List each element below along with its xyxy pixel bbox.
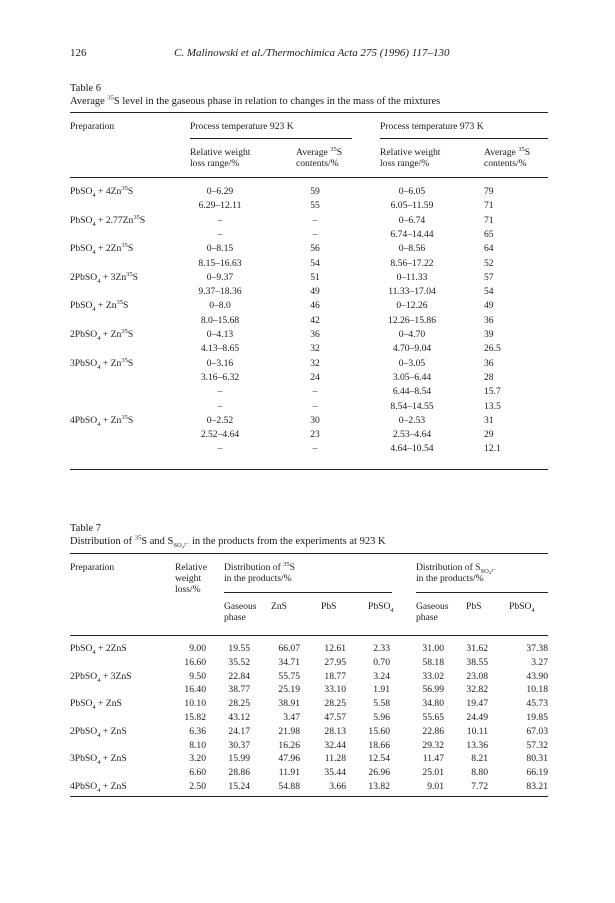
table7-pbs-35s: 35.44 [324,767,346,779]
table6-range-923: – [217,214,223,226]
table7-relative-weight-loss: 3.20 [189,753,206,765]
table7-zns-35s: 21.98 [278,725,300,737]
table7-pbs-sso4: 23.08 [466,670,488,682]
table7-pbso4-35s: 13.82 [368,781,390,792]
table7-pbso4-sso4: 19.85 [526,712,548,723]
table6-range-973: 0–11.33 [396,271,428,283]
table6-average-973: 13.5 [484,400,501,412]
table7-zns-35s: 3.47 [283,712,300,723]
table6-average-973: 64 [484,243,494,255]
table6-average-973: 49 [484,300,494,312]
table6-col-preparation: Preparation [70,121,115,132]
table6-group1-rule [190,138,352,139]
table7-caption: Distribution of $^{35}$S and $S_{SO_4^{2-}}$ in the products from the experiments at 923 K [70,534,386,550]
table6-range-973: 0–2.53 [398,414,426,426]
table7-group-sso4: Distribution of $S_{SO_4^{2-}}$ in the products/% [416,562,497,584]
table7-pbs-35s: 3.66 [329,781,346,792]
table6-average-973: 39 [484,329,494,340]
table6-range-923: 9.37–18.36 [198,286,242,298]
table7-col-gaseous-s: Gaseous phase [416,601,449,623]
table6-average-973: 57 [484,271,494,283]
table6-average-923: – [312,400,318,412]
table7-pbso4-35s: 12.54 [368,753,390,765]
table6-col-average-923: Average $^{35}$S contents/% [296,145,343,169]
table7-pbs-sso4: 10.11 [466,725,488,737]
table6-range-923: 0–2.52 [206,414,234,426]
table7-pbso4-35s: 2.33 [373,643,390,654]
table7-pbs-sso4: 38.55 [466,656,488,668]
table7-pbso4-35s: 3.24 [373,670,390,682]
table7-pbs-35s: 28.13 [324,725,346,737]
table6-range-923: 0–9.37 [206,271,234,283]
table7-gaseous-35s: 19.55 [228,643,250,654]
table7-pbso4-sso4: 57.32 [526,739,548,751]
table6-range-923: 4.13–8.65 [200,343,240,355]
table7-zns-35s: 38.91 [278,698,300,710]
table7-pbs-35s: 32.44 [324,739,346,751]
table6-col-average-973: Average $^{35}$S contents/% [484,145,531,169]
page-number: 126 [70,47,87,59]
table6-average-923: 49 [310,286,320,298]
table6-range-973: 0–8.56 [398,243,426,255]
table6-range-923: 3.16–6.32 [200,371,240,383]
table7-zns-35s: 55.75 [278,670,300,682]
table7-pbso4-35s: 18.66 [368,739,390,751]
table6-preparation: PbSO$_4$ + $4Zn^{35}S$ [70,184,134,199]
table6-average-923: – [312,228,318,240]
table7-pbs-35s: 12.61 [324,643,346,654]
table6-average-923: – [312,214,318,226]
table6-range-973: 6.74–14.44 [390,228,434,240]
table6-range-923: – [217,386,223,398]
table7-group1-rule [224,592,392,593]
table6-range-923: 0–6.29 [206,186,234,197]
table7-pbs-sso4: 31.62 [466,643,488,654]
table6-range-923: 6.29–12.11 [198,200,242,212]
table6-average-923: 42 [310,314,320,326]
table7-pbs-sso4: 13.36 [466,739,488,751]
table6-range-973: 4.64–10.54 [390,443,434,455]
table6-average-923: 24 [310,371,320,383]
table6-preparation: 2PbSO$_4$ + $3Zn^{35}S$ [70,270,138,285]
table6-average-923: 23 [310,429,320,441]
table7-relative-weight-loss: 9.00 [189,643,206,654]
table7-relative-weight-loss: 10.10 [184,698,206,710]
table7-pbso4-35s: 15.60 [368,725,390,737]
table6-average-973: 52 [484,257,494,269]
table7-bottom-rule [70,796,548,797]
table7-top-rule [70,553,548,554]
table7-gaseous-sso4: 34.80 [422,698,444,710]
table6-average-973: 26.5 [484,343,501,355]
table7-gaseous-sso4: 25.01 [422,767,444,779]
table6-average-973: 36 [484,314,494,326]
table7-pbs-sso4: 7.72 [471,781,488,792]
table6-range-923: 2.52–4.64 [200,429,240,441]
table6-label: Table 6 [70,83,102,94]
table7-pbs-sso4: 8.80 [471,767,488,779]
table7-zns-35s: 54.88 [278,781,300,792]
table7-col-pbso4: PbSO$_4$ [368,601,394,614]
table7-zns-35s: 34.71 [278,656,300,668]
table7-gaseous-sso4: 33.02 [422,670,444,682]
table6-range-923: – [217,228,223,240]
table6-range-923: – [217,400,223,412]
table7-gaseous-35s: 15.24 [228,781,250,792]
table7-relative-weight-loss: 2.50 [189,781,206,792]
table6-average-923: 46 [310,300,320,312]
table7-gaseous-sso4: 56.99 [422,684,444,696]
table7-pbso4-35s: 5.58 [373,698,390,710]
table7-pbso4-35s: 0.70 [373,656,390,668]
table6-range-973: 6.44–8.54 [392,386,432,398]
table7-relative-weight-loss: 9.50 [189,670,206,682]
table6-average-973: 15.7 [484,386,501,398]
table6-range-973: 8.54–14.55 [390,400,434,412]
table6-range-923: 0–4.13 [206,329,234,340]
table6-range-923: – [217,443,223,455]
table6-range-923: 8.15–16.63 [198,257,242,269]
table7-gaseous-sso4: 31.00 [422,643,444,654]
table6-average-923: – [312,386,318,398]
table6-average-923: 54 [310,257,320,269]
table6-range-973: 2.53–4.64 [392,429,432,441]
table7-relative-weight-loss: 16.40 [184,684,206,696]
table7-gaseous-35s: 24.17 [228,725,250,737]
table6-average-923: 36 [310,329,320,340]
table6-average-923: 56 [310,243,320,255]
table6-group2-rule [380,138,548,139]
table7-zns-35s: 11.91 [278,767,300,779]
table7-col-gaseous: Gaseous phase [224,601,257,623]
table6-caption: Average $^{35}$S level in the gaseous phase in relation to changes in the mass of the mixtures [70,94,441,107]
table7-pbs-35s: 28.25 [324,698,346,710]
table7-label: Table 7 [70,523,102,534]
table7-pbso4-sso4: 43.90 [526,670,548,682]
table7-gaseous-sso4: 9.01 [427,781,444,792]
table6-range-973: 0–6.05 [398,186,426,197]
table7-pbso4-sso4: 10.18 [526,684,548,696]
table6-range-923: 8.0–15.68 [200,314,240,326]
table7-gaseous-35s: 28.86 [228,767,250,779]
table6-average-923: 51 [310,271,320,283]
table7-pbs-35s: 47.57 [324,712,346,723]
table7-gaseous-sso4: 22.86 [422,725,444,737]
table7-col-relative-weight: Relative weight loss/% [175,562,207,595]
table6-range-973: 8.56–17.22 [390,257,434,269]
table6-average-973: 65 [484,228,494,240]
table7-pbs-sso4: 19.47 [466,698,488,710]
table7-zns-35s: 66.07 [278,643,300,654]
table7-gaseous-35s: 15.99 [228,753,250,765]
table6-average-973: 28 [484,371,494,383]
table7-gaseous-35s: 38.77 [228,684,250,696]
table7-zns-35s: 16.26 [278,739,300,751]
table6-col-weightloss-973: Relative weight loss range/% [380,147,441,169]
table6-header-rule [70,177,548,178]
table6-average-973: 29 [484,429,494,441]
table6-preparation: PbSO$_4$ + $Zn^{35}S$ [70,299,129,314]
table7-pbs-35s: 27.95 [324,656,346,668]
table6-range-973: 0–12.26 [396,300,428,312]
table6-group-973: Process temperature 973 K [380,121,484,132]
table7-pbso4-sso4: 83.21 [526,781,548,792]
table6-top-rule [70,112,548,113]
table6-range-973: 4.70–9.04 [392,343,432,355]
table7-col-zns: ZnS [271,601,287,612]
table7-preparation: PbSO$_4$ + ZnS [70,698,122,712]
table7-pbso4-sso4: 3.27 [531,656,548,668]
table7-group-35s: Distribution of $^{35}$S in the products/% [224,560,296,584]
table6-range-973: 0–6.74 [398,214,426,226]
table7-pbs-sso4: 32.82 [466,684,488,696]
table7-relative-weight-loss: 6.60 [189,767,206,779]
table7-pbs-sso4: 8.21 [471,753,488,765]
table6-average-973: 71 [484,214,494,226]
table7-relative-weight-loss: 16.60 [184,656,206,668]
table7-preparation: 3PbSO$_4$ + ZnS [70,753,127,767]
table7-preparation: 4PbSO$_4$ + ZnS [70,781,127,794]
table7-preparation: PbSO$_4$ + 2ZnS [70,643,127,656]
table6-preparation: 3PbSO$_4$ + $Zn^{35}S$ [70,356,134,371]
table6-group-923: Process temperature 923 K [190,121,294,132]
table7-relative-weight-loss: 8.10 [189,739,206,751]
table7-pbso4-sso4: 66.19 [526,767,548,779]
table6-range-973: 6.05–11.59 [390,200,434,212]
table7-header-rule [70,635,548,636]
table6-average-973: 79 [484,186,494,197]
table7-pbs-35s: 18.77 [324,670,346,682]
table6-average-973: 31 [484,414,494,426]
table6-average-923: 59 [310,186,320,197]
table6-range-923: 0–8.15 [206,243,234,255]
table6-col-weightloss-923: Relative weight loss range/% [190,147,251,169]
table7-pbs-35s: 33.10 [324,684,346,696]
table7-gaseous-35s: 35.52 [228,656,250,668]
table6-average-923: 30 [310,414,320,426]
table7-gaseous-sso4: 11.47 [422,753,444,765]
table6-average-973: 12.1 [484,443,501,455]
table7-relative-weight-loss: 6.36 [189,725,206,737]
table7-pbso4-sso4: 45.73 [526,698,548,710]
table7-pbso4-35s: 5.96 [373,712,390,723]
table7-col-pbso4-s: PbSO$_4$ [509,601,535,614]
table6-average-923: 55 [310,200,320,212]
table6-range-973: 12.26–15.86 [388,314,436,326]
table6-average-923: 32 [310,357,320,369]
table7-group2-rule [416,592,548,593]
table7-col-pbs-s: PbS [466,601,482,612]
table7-gaseous-35s: 43.12 [228,712,250,723]
table6-preparation: PbSO$_4$ + $2.77Zn^{35}S$ [70,213,146,228]
table6-range-973: 0–3.05 [398,357,426,369]
table6-average-923: – [312,443,318,455]
table7-pbso4-sso4: 67.03 [526,725,548,737]
table7-col-preparation: Preparation [70,562,115,573]
table6-range-973: 3.05–6.44 [392,371,432,383]
table7-pbso4-35s: 1.91 [373,684,390,696]
table7-pbso4-sso4: 80.31 [526,753,548,765]
table7-gaseous-sso4: 58.18 [422,656,444,668]
table7-zns-35s: 25.19 [278,684,300,696]
table7-pbs-35s: 11.28 [324,753,346,765]
table6-range-973: 0–4.70 [398,329,426,340]
table7-gaseous-35s: 30.37 [228,739,250,751]
table7-preparation: 2PbSO$_4$ + ZnS [70,725,127,739]
table7-pbs-sso4: 24.49 [466,712,488,723]
table6-preparation: PbSO$_4$ + $2Zn^{35}S$ [70,242,134,257]
table7-gaseous-35s: 22.84 [228,670,250,682]
table6-average-973: 71 [484,200,494,212]
table6-range-973: 11.33–17.04 [388,286,436,298]
table7-zns-35s: 47.96 [278,753,300,765]
table6-bottom-rule [70,469,548,470]
table7-pbso4-35s: 26.96 [368,767,390,779]
table6-preparation: 4PbSO$_4$ + $Zn^{35}S$ [70,413,134,428]
running-head: C. Malinowski et al./Thermochimica Acta 275 (1996) 117–130 [174,47,450,59]
table6-preparation: 2PbSO$_4$ + $Zn^{35}S$ [70,327,134,342]
table7-pbso4-sso4: 37.38 [526,643,548,654]
table7-relative-weight-loss: 15.82 [184,712,206,723]
table6-range-923: 0–3.16 [206,357,234,369]
table6-average-973: 54 [484,286,494,298]
table7-preparation: 2PbSO$_4$ + 3ZnS [70,670,132,684]
table7-gaseous-sso4: 55.65 [422,712,444,723]
table7-col-pbs: PbS [321,601,337,612]
table7-gaseous-35s: 28.25 [228,698,250,710]
table6-average-923: 32 [310,343,320,355]
table7-gaseous-sso4: 29.32 [422,739,444,751]
table6-average-973: 36 [484,357,494,369]
table6-range-923: 0–8.0 [209,300,231,312]
